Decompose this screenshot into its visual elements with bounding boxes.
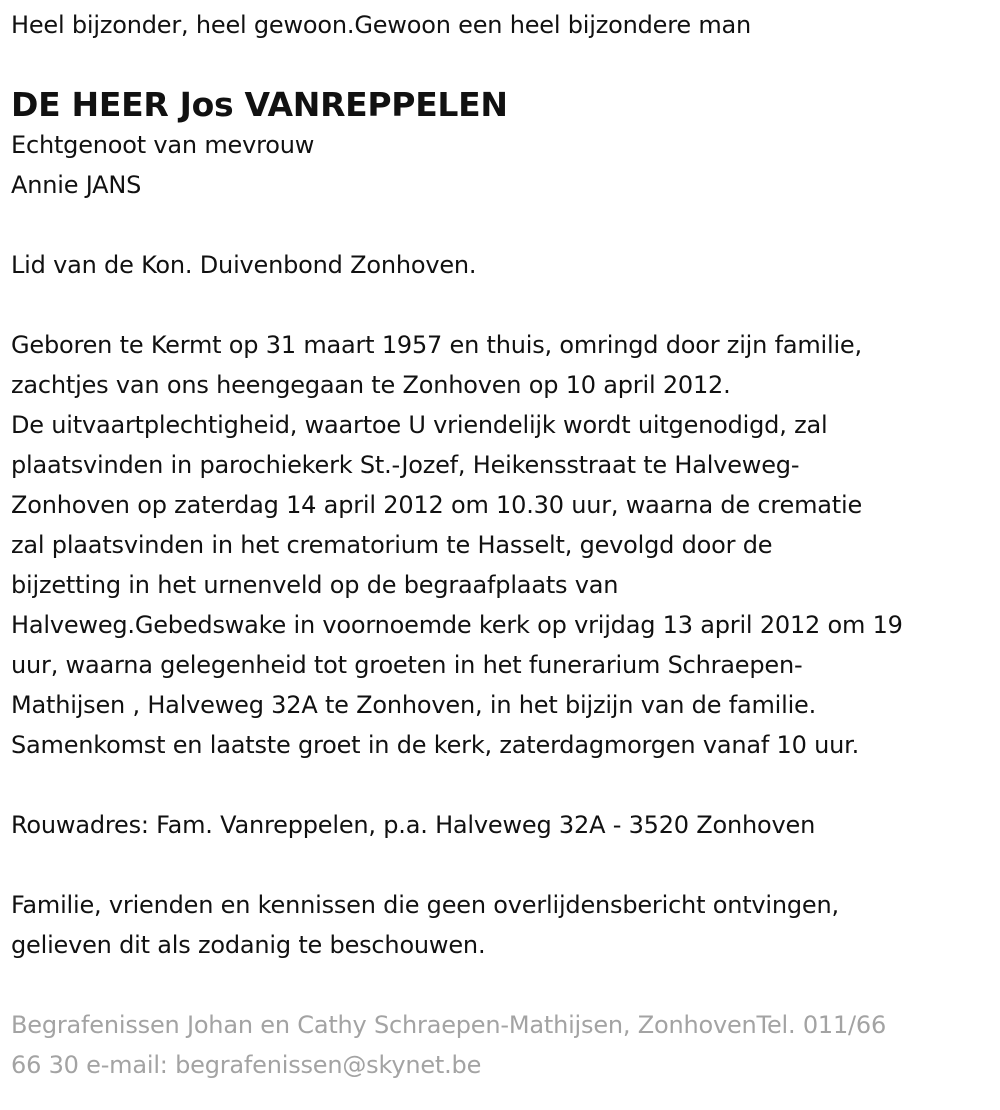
body-line: zachtjes van ons heengegaan te Zonhoven op 10 april 2012. [11,371,731,399]
spouse-line-2: Annie JANS [11,171,142,199]
deceased-name: DE HEER Jos VANREPPELEN [11,85,508,124]
spacer [11,765,996,805]
spouse-line-1: Echtgenoot van mevrouw [11,131,315,159]
spacer [11,965,996,1005]
body-line: zal plaatsvinden in het crematorium te Hasselt, gevolgd door de [11,531,773,559]
body-line: Mathijsen , Halveweg 32A te Zonhoven, in het bijzijn van de familie. [11,691,817,719]
body-text [11,325,996,765]
spacer [11,285,996,325]
body-line: bijzetting in het urnenveld op de begraafplaats van [11,571,619,599]
tagline: Heel bijzonder, heel gewoon.Gewoon een heel bijzondere man [11,11,752,39]
notice-line: gelieven dit als zodanig te beschouwen. [11,931,486,959]
funeral-home-footer [11,1005,996,1085]
spacer [11,845,996,885]
membership: Lid van de Kon. Duivenbond Zonhoven. [11,251,477,279]
notice-line: Familie, vrienden en kennissen die geen overlijdensbericht ontvingen, [11,891,839,919]
obituary-notice [11,0,996,1085]
footer-line: 66 30 e-mail: begrafenissen@skynet.be [11,1051,482,1079]
spacer [11,205,996,245]
mourning-address: Rouwadres: Fam. Vanreppelen, p.a. Halveweg 32A - 3520 Zonhoven [11,811,816,839]
body-line: Geboren te Kermt op 31 maart 1957 en thuis, omringd door zijn familie, [11,331,862,359]
body-line: De uitvaartplechtigheid, waartoe U vriendelijk wordt uitgenodigd, zal [11,411,828,439]
body-line: uur, waarna gelegenheid tot groeten in het funerarium Schraepen- [11,651,803,679]
body-line: plaatsvinden in parochiekerk St.-Jozef, Heikensstraat te Halveweg- [11,451,800,479]
body-line: Samenkomst en laatste groet in de kerk, zaterdagmorgen vanaf 10 uur. [11,731,860,759]
body-line: Halveweg.Gebedswake in voornoemde kerk op vrijdag 13 april 2012 om 19 [11,611,903,639]
body-line: Zonhoven op zaterdag 14 april 2012 om 10.30 uur, waarna de crematie [11,491,863,519]
notice-text [11,885,996,965]
footer-line: Begrafenissen Johan en Cathy Schraepen-Mathijsen, ZonhovenTel. 011/66 [11,1011,887,1039]
